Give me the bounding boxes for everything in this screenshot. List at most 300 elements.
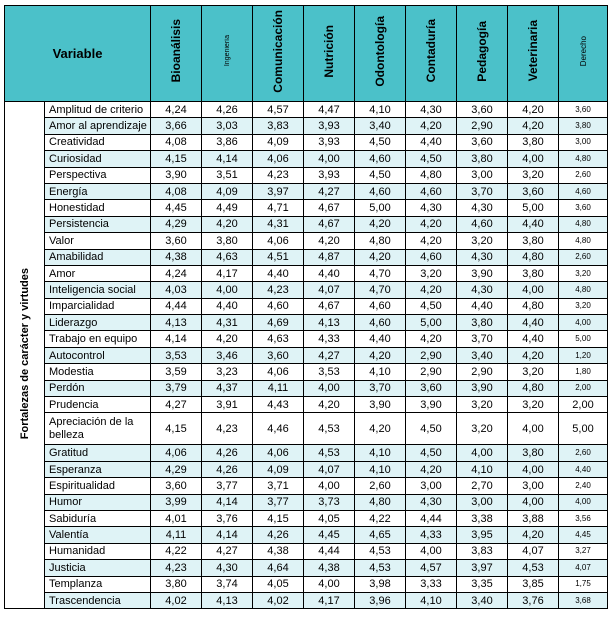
value-cell: 4,14 xyxy=(202,151,253,167)
value-cell: 4,20 xyxy=(406,233,457,249)
column-header xyxy=(457,6,508,102)
value-cell: 4,40 xyxy=(253,265,304,281)
value-cell: 3,60 xyxy=(151,233,202,249)
value-cell: 4,06 xyxy=(253,233,304,249)
value-cell: 4,45 xyxy=(559,527,608,543)
value-cell: 4,14 xyxy=(151,331,202,347)
value-cell: 4,10 xyxy=(406,592,457,608)
value-cell: 3,93 xyxy=(304,118,355,134)
value-cell: 4,24 xyxy=(151,265,202,281)
value-cell: 4,00 xyxy=(304,380,355,396)
value-cell: 4,47 xyxy=(304,102,355,118)
value-cell: 4,63 xyxy=(253,331,304,347)
value-cell: 4,14 xyxy=(202,494,253,510)
value-cell: 3,70 xyxy=(355,380,406,396)
value-cell: 3,97 xyxy=(253,183,304,199)
value-cell: 2,60 xyxy=(355,478,406,494)
value-cell: 3,59 xyxy=(151,364,202,380)
value-cell: 4,60 xyxy=(355,298,406,314)
value-cell: 4,20 xyxy=(202,216,253,232)
value-cell: 4,60 xyxy=(457,216,508,232)
value-cell: 4,53 xyxy=(355,560,406,576)
table-row xyxy=(5,592,608,608)
value-cell: 3,70 xyxy=(457,183,508,199)
table-row xyxy=(5,331,608,347)
value-cell: 4,05 xyxy=(304,510,355,526)
value-cell: 3,71 xyxy=(253,478,304,494)
value-cell: 4,07 xyxy=(508,543,559,559)
value-cell: 4,80 xyxy=(508,380,559,396)
value-cell: 3,80 xyxy=(508,445,559,461)
value-cell: 4,37 xyxy=(202,380,253,396)
value-cell: 4,50 xyxy=(355,134,406,150)
value-cell: 4,00 xyxy=(508,282,559,298)
value-cell: 4,40 xyxy=(559,461,608,477)
value-cell: 3,20 xyxy=(559,298,608,314)
value-cell: 4,15 xyxy=(151,151,202,167)
value-cell: 4,45 xyxy=(151,200,202,216)
value-cell: 4,00 xyxy=(304,478,355,494)
value-cell: 4,50 xyxy=(355,167,406,183)
row-label: Autocontrol xyxy=(45,347,151,363)
value-cell: 4,00 xyxy=(304,151,355,167)
value-cell: 4,13 xyxy=(304,315,355,331)
value-cell: 3,20 xyxy=(508,397,559,413)
row-label: Curiosidad xyxy=(45,151,151,167)
value-cell: 4,30 xyxy=(406,200,457,216)
value-cell: 3,83 xyxy=(457,543,508,559)
table-row xyxy=(5,118,608,134)
value-cell: 4,50 xyxy=(406,445,457,461)
value-cell: 4,60 xyxy=(355,315,406,331)
table-row xyxy=(5,315,608,331)
value-cell: 3,76 xyxy=(508,592,559,608)
value-cell: 3,60 xyxy=(457,102,508,118)
table-row xyxy=(5,510,608,526)
value-cell: 3,99 xyxy=(151,494,202,510)
table-row xyxy=(5,560,608,576)
value-cell: 4,50 xyxy=(406,298,457,314)
value-cell: 4,20 xyxy=(406,282,457,298)
value-cell: 4,10 xyxy=(355,445,406,461)
value-cell: 4,20 xyxy=(304,233,355,249)
value-cell: 4,00 xyxy=(559,494,608,510)
value-cell: 3,86 xyxy=(202,134,253,150)
value-cell: 4,51 xyxy=(253,249,304,265)
value-cell: 4,33 xyxy=(406,527,457,543)
column-header xyxy=(355,6,406,102)
value-cell: 4,49 xyxy=(202,200,253,216)
value-cell: 4,17 xyxy=(202,265,253,281)
column-header xyxy=(151,6,202,102)
value-cell: 4,00 xyxy=(457,445,508,461)
value-cell: 4,00 xyxy=(508,494,559,510)
value-cell: 4,40 xyxy=(457,298,508,314)
value-cell: 4,13 xyxy=(202,592,253,608)
row-label: Inteligencia social xyxy=(45,282,151,298)
row-label: Amabilidad xyxy=(45,249,151,265)
value-cell: 3,60 xyxy=(457,134,508,150)
value-cell: 4,80 xyxy=(508,298,559,314)
value-cell: 4,53 xyxy=(508,560,559,576)
value-cell: 5,00 xyxy=(406,315,457,331)
value-cell: 4,53 xyxy=(355,543,406,559)
value-cell: 4,14 xyxy=(202,527,253,543)
value-cell: 4,44 xyxy=(304,543,355,559)
value-cell: 4,50 xyxy=(406,413,457,445)
table-row xyxy=(5,445,608,461)
value-cell: 4,80 xyxy=(559,216,608,232)
value-cell: 3,70 xyxy=(457,331,508,347)
column-header-label: Ingeniería xyxy=(223,35,231,67)
column-header xyxy=(202,6,253,102)
value-cell: 3,38 xyxy=(457,510,508,526)
value-cell: 4,23 xyxy=(253,167,304,183)
value-cell: 3,79 xyxy=(151,380,202,396)
value-cell: 3,73 xyxy=(304,494,355,510)
value-cell: 4,30 xyxy=(202,560,253,576)
value-cell: 4,20 xyxy=(406,118,457,134)
table-row xyxy=(5,298,608,314)
value-cell: 4,20 xyxy=(508,347,559,363)
value-cell: 4,80 xyxy=(355,494,406,510)
value-cell: 4,80 xyxy=(559,282,608,298)
row-label: Creatividad xyxy=(45,134,151,150)
value-cell: 4,53 xyxy=(304,413,355,445)
data-table-container xyxy=(4,5,607,609)
row-label: Modestia xyxy=(45,364,151,380)
value-cell: 4,09 xyxy=(202,183,253,199)
value-cell: 4,06 xyxy=(253,364,304,380)
row-label: Gratitud xyxy=(45,445,151,461)
row-label: Trascendencia xyxy=(45,592,151,608)
value-cell: 3,40 xyxy=(457,347,508,363)
value-cell: 4,10 xyxy=(355,461,406,477)
value-cell: 4,06 xyxy=(151,445,202,461)
table-row xyxy=(5,167,608,183)
value-cell: 4,20 xyxy=(406,216,457,232)
value-cell: 4,26 xyxy=(202,102,253,118)
value-cell: 4,26 xyxy=(202,445,253,461)
row-label: Energía xyxy=(45,183,151,199)
value-cell: 3,93 xyxy=(304,134,355,150)
table-row xyxy=(5,134,608,150)
value-cell: 4,30 xyxy=(457,200,508,216)
value-cell: 3,60 xyxy=(559,200,608,216)
value-cell: 3,40 xyxy=(457,592,508,608)
value-cell: 4,02 xyxy=(151,592,202,608)
value-cell: 4,20 xyxy=(355,347,406,363)
value-cell: 3,20 xyxy=(508,364,559,380)
row-label: Humanidad xyxy=(45,543,151,559)
value-cell: 3,40 xyxy=(355,118,406,134)
value-cell: 3,80 xyxy=(457,315,508,331)
value-cell: 3,90 xyxy=(457,265,508,281)
value-cell: 4,27 xyxy=(151,397,202,413)
value-cell: 3,91 xyxy=(202,397,253,413)
value-cell: 4,06 xyxy=(253,151,304,167)
value-cell: 4,20 xyxy=(304,397,355,413)
value-cell: 4,30 xyxy=(457,282,508,298)
value-cell: 4,02 xyxy=(253,592,304,608)
value-cell: 4,53 xyxy=(304,445,355,461)
value-cell: 4,27 xyxy=(202,543,253,559)
row-label: Trabajo en equipo xyxy=(45,331,151,347)
value-cell: 4,20 xyxy=(355,249,406,265)
value-cell: 2,90 xyxy=(406,364,457,380)
value-cell: 3,46 xyxy=(202,347,253,363)
value-cell: 3,60 xyxy=(253,347,304,363)
value-cell: 3,35 xyxy=(457,576,508,592)
table-row xyxy=(5,461,608,477)
value-cell: 4,40 xyxy=(202,298,253,314)
value-cell: 4,09 xyxy=(253,134,304,150)
value-cell: 4,08 xyxy=(151,134,202,150)
value-cell: 3,20 xyxy=(559,265,608,281)
value-cell: 4,38 xyxy=(304,560,355,576)
row-label: Perspectiva xyxy=(45,167,151,183)
value-cell: 4,57 xyxy=(406,560,457,576)
value-cell: 4,20 xyxy=(406,461,457,477)
value-cell: 4,70 xyxy=(355,282,406,298)
value-cell: 2,90 xyxy=(406,347,457,363)
value-cell: 4,22 xyxy=(355,510,406,526)
table-row xyxy=(5,543,608,559)
value-cell: 2,40 xyxy=(559,478,608,494)
value-cell: 3,76 xyxy=(202,510,253,526)
value-cell: 3,20 xyxy=(508,167,559,183)
value-cell: 4,00 xyxy=(304,576,355,592)
value-cell: 4,13 xyxy=(151,315,202,331)
value-cell: 4,60 xyxy=(559,183,608,199)
value-cell: 3,97 xyxy=(457,560,508,576)
value-cell: 3,60 xyxy=(559,102,608,118)
table-row xyxy=(5,364,608,380)
row-label: Amplitud de criterio xyxy=(45,102,151,118)
value-cell: 5,00 xyxy=(559,331,608,347)
table-row xyxy=(5,380,608,396)
value-cell: 2,90 xyxy=(457,364,508,380)
value-cell: 4,46 xyxy=(253,413,304,445)
table-row xyxy=(5,265,608,281)
table-row xyxy=(5,183,608,199)
value-cell: 4,05 xyxy=(253,576,304,592)
value-cell: 3,20 xyxy=(457,397,508,413)
row-label: Perdón xyxy=(45,380,151,396)
value-cell: 3,98 xyxy=(355,576,406,592)
column-header xyxy=(253,6,304,102)
row-label: Imparcialidad xyxy=(45,298,151,314)
row-label: Amor xyxy=(45,265,151,281)
column-header-label: Contaduría xyxy=(424,19,438,83)
value-cell: 4,00 xyxy=(406,543,457,559)
value-cell: 1,20 xyxy=(559,347,608,363)
value-cell: 4,80 xyxy=(559,151,608,167)
value-cell: 4,00 xyxy=(508,151,559,167)
value-cell: 4,01 xyxy=(151,510,202,526)
column-header-label: Derecho xyxy=(578,35,588,67)
value-cell: 5,00 xyxy=(508,200,559,216)
row-label: Prudencia xyxy=(45,397,151,413)
column-header xyxy=(559,6,608,102)
value-cell: 3,96 xyxy=(355,592,406,608)
column-header xyxy=(406,6,457,102)
value-cell: 3,83 xyxy=(253,118,304,134)
table-row xyxy=(5,249,608,265)
value-cell: 4,10 xyxy=(355,102,406,118)
table-row xyxy=(5,527,608,543)
row-label: Valor xyxy=(45,233,151,249)
value-cell: 4,20 xyxy=(355,216,406,232)
value-cell: 3,80 xyxy=(508,134,559,150)
value-cell: 4,33 xyxy=(304,331,355,347)
value-cell: 4,00 xyxy=(508,413,559,445)
table-row xyxy=(5,347,608,363)
value-cell: 3,80 xyxy=(151,576,202,592)
value-cell: 3,80 xyxy=(202,233,253,249)
value-cell: 3,20 xyxy=(406,265,457,281)
row-label: Esperanza xyxy=(45,461,151,477)
value-cell: 3,03 xyxy=(202,118,253,134)
value-cell: 2,70 xyxy=(457,478,508,494)
value-cell: 3,20 xyxy=(457,233,508,249)
value-cell: 5,00 xyxy=(355,200,406,216)
table-row xyxy=(5,216,608,232)
row-label: Amor al aprendizaje xyxy=(45,118,151,134)
value-cell: 4,80 xyxy=(508,249,559,265)
value-cell: 2,60 xyxy=(559,445,608,461)
value-cell: 4,40 xyxy=(508,315,559,331)
value-cell: 4,44 xyxy=(406,510,457,526)
table-row xyxy=(5,478,608,494)
value-cell: 3,80 xyxy=(508,233,559,249)
value-cell: 4,27 xyxy=(304,183,355,199)
column-header-label: Veterinaria xyxy=(526,20,540,82)
value-cell: 3,66 xyxy=(151,118,202,134)
value-cell: 4,23 xyxy=(151,560,202,576)
column-header-label: Nutrición xyxy=(322,24,336,78)
value-cell: 4,07 xyxy=(304,461,355,477)
value-cell: 4,67 xyxy=(304,298,355,314)
value-cell: 4,40 xyxy=(304,265,355,281)
value-cell: 3,33 xyxy=(406,576,457,592)
value-cell: 4,31 xyxy=(253,216,304,232)
value-cell: 4,63 xyxy=(202,249,253,265)
column-header xyxy=(508,6,559,102)
value-cell: 3,80 xyxy=(457,151,508,167)
value-cell: 3,90 xyxy=(355,397,406,413)
table-row xyxy=(5,413,608,445)
variable-header: Variable xyxy=(5,6,151,102)
value-cell: 4,26 xyxy=(202,461,253,477)
value-cell: 4,38 xyxy=(253,543,304,559)
table-row xyxy=(5,576,608,592)
row-label: Apreciación de la belleza xyxy=(45,413,151,445)
value-cell: 4,60 xyxy=(406,249,457,265)
value-cell: 4,10 xyxy=(355,364,406,380)
value-cell: 4,11 xyxy=(253,380,304,396)
value-cell: 2,90 xyxy=(457,118,508,134)
value-cell: 4,44 xyxy=(151,298,202,314)
value-cell: 3,23 xyxy=(202,364,253,380)
value-cell: 3,00 xyxy=(406,478,457,494)
value-cell: 4,30 xyxy=(406,102,457,118)
value-cell: 4,71 xyxy=(253,200,304,216)
value-cell: 4,07 xyxy=(304,282,355,298)
column-header-label: Comunicación xyxy=(271,9,285,93)
value-cell: 4,60 xyxy=(355,151,406,167)
value-cell: 4,43 xyxy=(253,397,304,413)
value-cell: 4,45 xyxy=(304,527,355,543)
header-row xyxy=(5,6,608,102)
row-label: Valentía xyxy=(45,527,151,543)
value-cell: 2,00 xyxy=(559,380,608,396)
data-table xyxy=(4,5,608,609)
value-cell: 3,53 xyxy=(151,347,202,363)
value-cell: 2,60 xyxy=(559,167,608,183)
value-cell: 3,90 xyxy=(151,167,202,183)
group-label-cell xyxy=(5,102,45,609)
value-cell: 4,64 xyxy=(253,560,304,576)
value-cell: 3,27 xyxy=(559,543,608,559)
value-cell: 4,11 xyxy=(151,527,202,543)
row-label: Sabiduría xyxy=(45,510,151,526)
value-cell: 3,68 xyxy=(559,592,608,608)
value-cell: 4,38 xyxy=(151,249,202,265)
column-header-label: Pedagogía xyxy=(475,20,489,82)
value-cell: 4,17 xyxy=(304,592,355,608)
value-cell: 3,77 xyxy=(253,494,304,510)
value-cell: 3,80 xyxy=(508,265,559,281)
value-cell: 4,57 xyxy=(253,102,304,118)
value-cell: 4,67 xyxy=(304,200,355,216)
value-cell: 3,77 xyxy=(202,478,253,494)
value-cell: 4,67 xyxy=(304,216,355,232)
value-cell: 4,30 xyxy=(406,494,457,510)
value-cell: 3,60 xyxy=(151,478,202,494)
value-cell: 4,30 xyxy=(457,249,508,265)
row-label: Justicia xyxy=(45,560,151,576)
value-cell: 3,56 xyxy=(559,510,608,526)
value-cell: 4,80 xyxy=(406,167,457,183)
row-label: Liderazgo xyxy=(45,315,151,331)
value-cell: 4,10 xyxy=(457,461,508,477)
value-cell: 4,87 xyxy=(304,249,355,265)
column-header-label: Bioanálisis xyxy=(169,19,183,83)
value-cell: 4,29 xyxy=(151,216,202,232)
value-cell: 4,07 xyxy=(559,560,608,576)
value-cell: 2,00 xyxy=(559,397,608,413)
value-cell: 3,74 xyxy=(202,576,253,592)
value-cell: 3,00 xyxy=(508,478,559,494)
value-cell: 4,29 xyxy=(151,461,202,477)
value-cell: 3,60 xyxy=(508,183,559,199)
group-label: Fortalezas de carácter y virtudes xyxy=(18,267,31,439)
value-cell: 3,00 xyxy=(457,167,508,183)
value-cell: 4,24 xyxy=(151,102,202,118)
value-cell: 4,20 xyxy=(508,118,559,134)
value-cell: 4,40 xyxy=(406,134,457,150)
table-row xyxy=(5,233,608,249)
value-cell: 4,15 xyxy=(253,510,304,526)
value-cell: 3,95 xyxy=(457,527,508,543)
row-label: Persistencia xyxy=(45,216,151,232)
table-row xyxy=(5,200,608,216)
value-cell: 4,06 xyxy=(253,445,304,461)
value-cell: 4,00 xyxy=(559,315,608,331)
value-cell: 4,40 xyxy=(355,331,406,347)
column-header-label: Odontología xyxy=(373,15,387,87)
